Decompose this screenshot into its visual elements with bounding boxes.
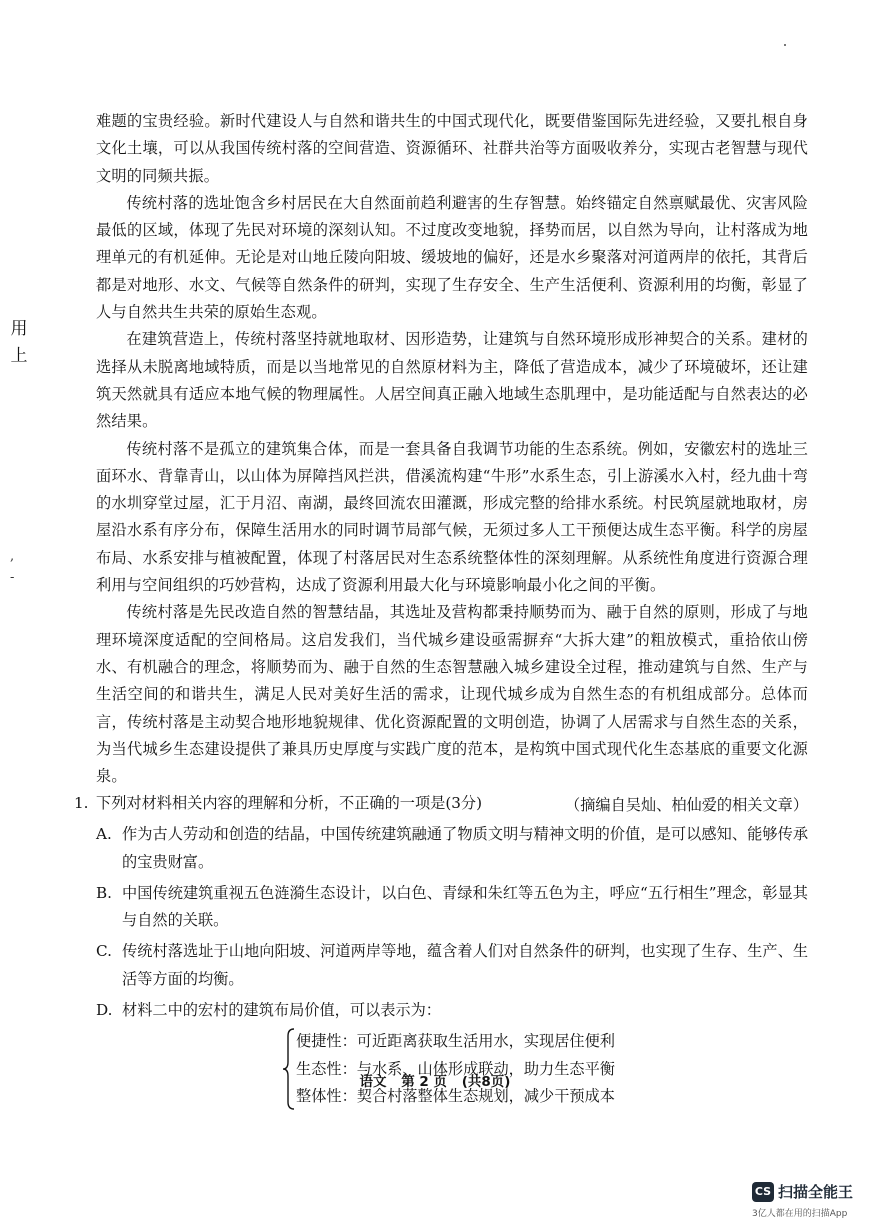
scanner-tagline: 3亿人都在用的扫描App — [752, 1209, 848, 1219]
scanner-watermark — [752, 1182, 864, 1226]
option-text: 作为古人劳动和创造的结晶，中国传统建筑融通了物质文明与精神文明的价值，是可以感知、能够传承的宝贵财富。 — [122, 825, 808, 871]
option-letter: B. — [96, 883, 112, 902]
question-number: 1. — [74, 794, 89, 812]
option-letter: C. — [96, 942, 112, 961]
corner-tick-mark — [784, 44, 786, 46]
option-text: 中国传统建筑重视五色涟漪生态设计，以白色、青绿和朱红等五色为主，呼应“五行相生”理念，彰显其与自然的关联。 — [122, 883, 808, 930]
option-d — [96, 997, 808, 1024]
question-1 — [74, 790, 808, 1110]
footer-subject: 语文 — [359, 1074, 387, 1090]
reading-passage — [96, 108, 808, 820]
option-c — [96, 938, 808, 993]
scanner-app-name: 扫描全能王 — [778, 1183, 854, 1201]
option-letter: D. — [96, 1001, 113, 1020]
passage-paragraph: 传统村落的选址饱含乡村居民在大自然面前趋利避害的生存智慧。始终锚定自然禀赋最优、灾害风险最低的区域，体现了先民对环境的深刻认知。不过度改变地貌，择势而居，以自然为导向，让村落成为地理单元的有机延伸。无论是对山地丘陵向阳坡、缓坡地的偏好，还是水乡聚落对河道两岸的依托，其背后都是对地形、水文、气候等自然条件的研判，实现了生存安全、生产生活便利、资源利用的均衡，彰显了人与自然共生共荣的原始生态观。 — [96, 193, 808, 322]
option-text: 传统村落选址于山地向阳坡、河道两岸等地，蕴含着人们对自然条件的研判，也实现了生存、生产、生活等方面的均衡。 — [122, 942, 808, 988]
margin-note — [6, 316, 32, 370]
footer-total-pages: (共8页) — [461, 1074, 511, 1090]
margin-mark: - — [10, 570, 15, 585]
passage-paragraph: 在建筑营造上，传统村落坚持就地取材、因形造势，让建筑与自然环境形成形神契合的关系。建材的选择从未脱离地域特质，而是以当地常见的自然原材料为主，降低了营造成本，减少了环境破坏，还让建筑天然就具有适应本地气候的物理属性。人居空间真正融入地域生态肌理中，是功能适配与自然表达的必然结果。 — [96, 330, 808, 431]
passage-paragraph: 传统村落是先民改造自然的智慧结晶，其选址及营构都秉持顺势而为、融于自然的原则，形成了与地理环境深度适配的空间格局。这启发我们，当代城乡建设亟需摒弃“大拆大建”的粗放模式，重拾依山傍水、有机融合的理念，将顺势而为、融于自然的生态智慧融入城乡建设全过程，推动建筑与自然、生产与生活空间的和谐共生，满足人民对美好生活的需求，让现代城乡成为自然生态的有机组成部分。总体而言，传统村落是主动契合地形地貌规律、优化资源配置的文明创造，协调了人居需求与自然生态的关系，为当代城乡生态建设提供了兼具历史厚度与实践广度的范本，是构筑中国式现代化生态基底的重要文化源泉。 — [96, 603, 808, 786]
passage-paragraph: 传统村落不是孤立的建筑集合体，而是一套具备自我调节功能的生态系统。例如，安徽宏村的选址三面环水、背靠青山，以山体为屏障挡风拦洪，借溪流构建“牛形”水系生态，引上游溪水入村，经九曲十弯的水圳穿堂过屋，汇于月沼、南湖，最终回流农田灌溉，形成完整的给排水系统。村民筑屋就地取材，房屋沿水系有序分布，保障生活用水的同时调节局部气候，无须过多人工干预便达成生态平衡。科学的房屋布局、水系安排与植被配置，体现了村落居民对生态系统整体性的深刻理解。从系统性角度进行资源合理利用与空间组织的巧妙营构，达成了资源利用最大化与环境影响最小化之间的平衡。 — [96, 439, 808, 595]
question-stem — [74, 790, 808, 817]
option-a — [96, 821, 808, 876]
brace-item-integrity: 整体性：契合村落整体生态规划，减少干预成本 — [296, 1086, 615, 1105]
brace-item-convenience: 便捷性：可近距离获取生活用水，实现居住便利 — [296, 1032, 615, 1051]
camscanner-logo-icon: CS — [752, 1182, 774, 1202]
source-citation: （摘编自吴灿、柏仙爱的相关文章） — [565, 796, 808, 815]
page-footer — [0, 1070, 870, 1090]
margin-mark: , — [10, 549, 15, 564]
brace-item-ecology: 生态性：与水系、山体形成联动，助力生态平衡 — [296, 1059, 615, 1078]
option-letter: A. — [96, 825, 112, 844]
option-b — [96, 880, 808, 935]
footer-page-number: 第 2 页 — [401, 1074, 448, 1090]
passage-paragraph: 难题的宝贵经验。新时代建设人与自然和谐共生的中国式现代化，既要借鉴国际先进经验，又要扎根自身文化土壤，可以从我国传统村落的空间营造、资源循环、社群共治等方面吸收养分，实现古老智慧与现代文明的同频共振。 — [96, 112, 808, 185]
margin-note-char: 用 — [10, 319, 28, 339]
margin-note-char: 上 — [10, 346, 28, 366]
option-text: 材料二中的宏村的建筑布局价值，可以表示为： — [122, 1001, 441, 1020]
question-stem-text: 下列对材料相关内容的理解和分析，不正确的一项是(3分) — [96, 794, 483, 812]
